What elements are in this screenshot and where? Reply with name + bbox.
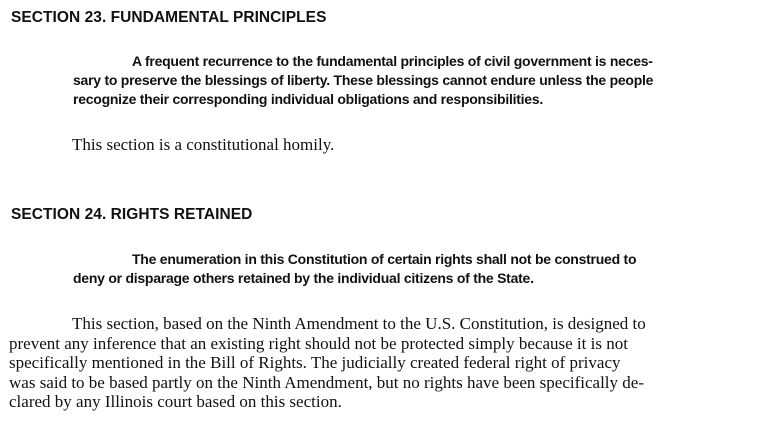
section-24-commentary xyxy=(9,314,646,412)
commentary-line: specifically mentioned in the Bill of Rights. The judicially created federal right of privacy xyxy=(9,353,621,372)
section-24-heading: SECTION 24. RIGHTS RETAINED xyxy=(11,206,253,223)
provision-line: A frequent recurrence to the fundamental principles of civil government is neces- xyxy=(132,53,653,69)
commentary-line: This section is a constitutional homily. xyxy=(72,135,335,154)
provision-line: The enumeration in this Constitution of certain rights shall not be construed to xyxy=(132,251,637,267)
section-24-provision-text xyxy=(73,250,713,288)
provision-line: recognize their corresponding individual obligations and responsibilities. xyxy=(73,91,544,107)
provision-line: deny or disparage others retained by the individual citizens of the State. xyxy=(73,270,534,286)
commentary-line: was said to be based partly on the Ninth Amendment, but no rights have been specifically de- xyxy=(9,372,644,392)
provision-line: sary to preserve the blessings of liberty. These blessings cannot endure unless the people xyxy=(73,72,654,88)
section-23-provision-text xyxy=(73,52,713,109)
section-23-commentary xyxy=(72,135,334,155)
commentary-line: prevent any inference that an existing right should not be protected simply because it is not xyxy=(9,333,628,353)
commentary-line: clared by any Illinois court based on this section. xyxy=(9,392,342,411)
section-23-heading: SECTION 23. FUNDAMENTAL PRINCIPLES xyxy=(11,9,327,26)
commentary-line: This section, based on the Ninth Amendment to the U.S. Constitution, is designed to xyxy=(72,314,646,333)
